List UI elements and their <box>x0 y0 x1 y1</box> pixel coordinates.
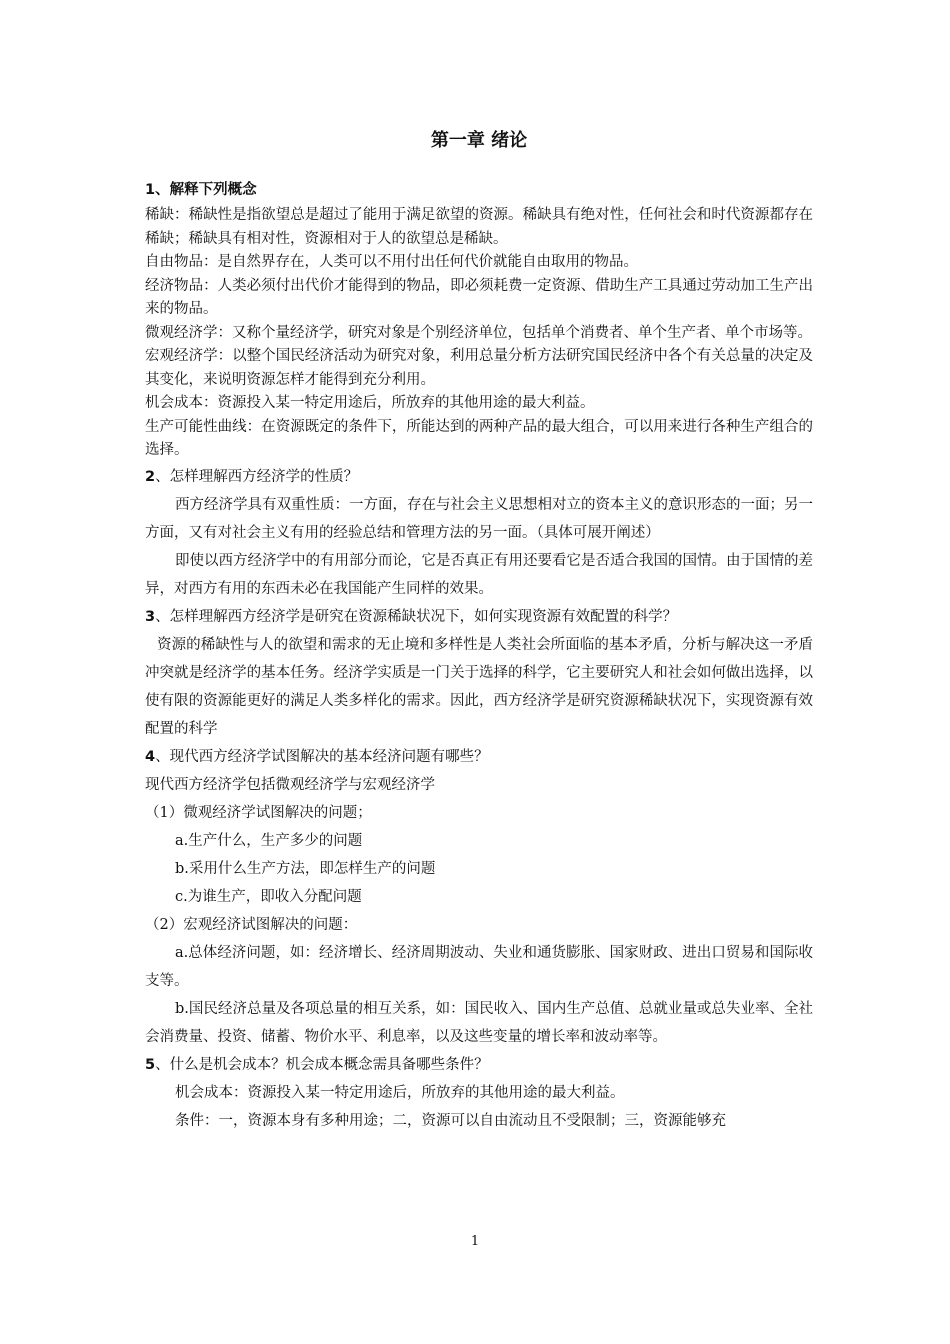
section-3-heading <box>145 603 813 631</box>
paragraph: 资源的稀缺性与人的欲望和需求的无止境和多样性是人类社会所面临的基本矛盾，分析与解决这一矛盾冲突就是经济学的基本任务。经济学实质是一门关于选择的科学，它主要研究人和社会如何做出选择，以使有限的资源能更好的满足人类多样化的需求。因此，西方经济学是研究资源稀缺状况下，实现资源有效配置的科学 <box>145 636 813 737</box>
paragraph: 机会成本：资源投入某一特定用途后，所放弃的其他用途的最大利益。 <box>175 1084 625 1101</box>
document-page <box>145 120 813 1135</box>
section-number: 3 <box>145 608 156 625</box>
section-heading-text: 、解释下列概念 <box>155 182 257 198</box>
paragraph: 西方经济学具有双重性质：一方面，存在与社会主义思想相对立的资本主义的意识形态的一面；另一方面，又有对社会主义有用的经验总结和管理方法的另一面。（具体可展开阐述） <box>145 496 813 541</box>
section-number: 1 <box>145 182 156 198</box>
definition-free-goods: 自由物品：是自然界存在，人类可以不用付出任何代价就能自由取用的物品。 <box>145 254 638 270</box>
paragraph: 即使以西方经济学中的有用部分而论，它是否真正有用还要看它是否适合我国的国情。由于国情的差异，对西方有用的东西未必在我国能产生同样的效果。 <box>145 552 813 597</box>
list-item: b.国民经济总量及各项总量的相互关系，如：国民收入、国内生产总值、总就业量或总失业率、全社会消费量、投资、储蓄、物价水平、利息率，以及这些变量的增长率和波动率等。 <box>145 1000 813 1045</box>
definition-scarcity: 稀缺：稀缺性是指欲望总是超过了能用于满足欲望的资源。稀缺具有绝对性，任何社会和时代资源都存在稀缺；稀缺具有相对性，资源相对于人的欲望总是稀缺。 <box>145 207 813 247</box>
section-heading-text: 、什么是机会成本？机会成本概念需具备哪些条件？ <box>155 1056 489 1073</box>
list-label: （2）宏观经济试图解决的问题： <box>145 916 358 933</box>
section-5-heading <box>145 1051 813 1079</box>
section-2-heading <box>145 463 813 491</box>
definition-macroeconomics: 宏观经济学：以整个国民经济活动为研究对象，利用总量分析方法研究国民经济中各个有关总量的决定及其变化，来说明资源怎样才能得到充分利用。 <box>145 348 813 388</box>
section-1-heading <box>145 176 813 204</box>
list-label: （1）微观经济学试图解决的问题； <box>145 804 372 821</box>
list-item: a.总体经济问题，如：经济增长、经济周期波动、失业和通货膨胀、国家财政、进出口贸易和国际收支等。 <box>145 944 813 989</box>
section-heading-text: 、怎样理解西方经济学的性质？ <box>155 468 359 485</box>
section-4-heading <box>145 743 813 771</box>
definition-economic-goods: 经济物品：人类必须付出代价才能得到的物品，即必须耗费一定资源、借助生产工具通过劳动加工生产出来的物品。 <box>145 277 813 317</box>
definition-opportunity-cost: 机会成本：资源投入某一特定用途后，所放弃的其他用途的最大利益。 <box>145 395 595 411</box>
paragraph: 条件：一，资源本身有多种用途；二，资源可以自由流动且不受限制；三，资源能够充 <box>175 1112 726 1129</box>
page-number: 1 <box>470 1234 480 1249</box>
list-item: a.生产什么，生产多少的问题 <box>175 832 363 849</box>
section-number: 2 <box>145 468 156 485</box>
chapter-title: 第一章 绪论 <box>430 130 528 151</box>
definition-microeconomics: 微观经济学：又称个量经济学，研究对象是个别经济单位，包括单个消费者、单个生产者、单个市场等。 <box>145 324 812 341</box>
section-heading-text: 、现代西方经济学试图解决的基本经济问题有哪些？ <box>155 748 489 765</box>
paragraph: 现代西方经济学包括微观经济学与宏观经济学 <box>145 776 435 793</box>
section-number: 4 <box>145 748 156 765</box>
list-item: b.采用什么生产方法，即怎样生产的问题 <box>175 860 436 877</box>
definition-ppf: 生产可能性曲线：在资源既定的条件下，所能达到的两种产品的最大组合，可以用来进行各种生产组合的选择。 <box>145 418 813 458</box>
section-heading-text: 、怎样理解西方经济学是研究在资源稀缺状况下，如何实现资源有效配置的科学？ <box>155 608 678 625</box>
section-number: 5 <box>145 1056 156 1073</box>
list-item: c.为谁生产，即收入分配问题 <box>175 888 362 905</box>
